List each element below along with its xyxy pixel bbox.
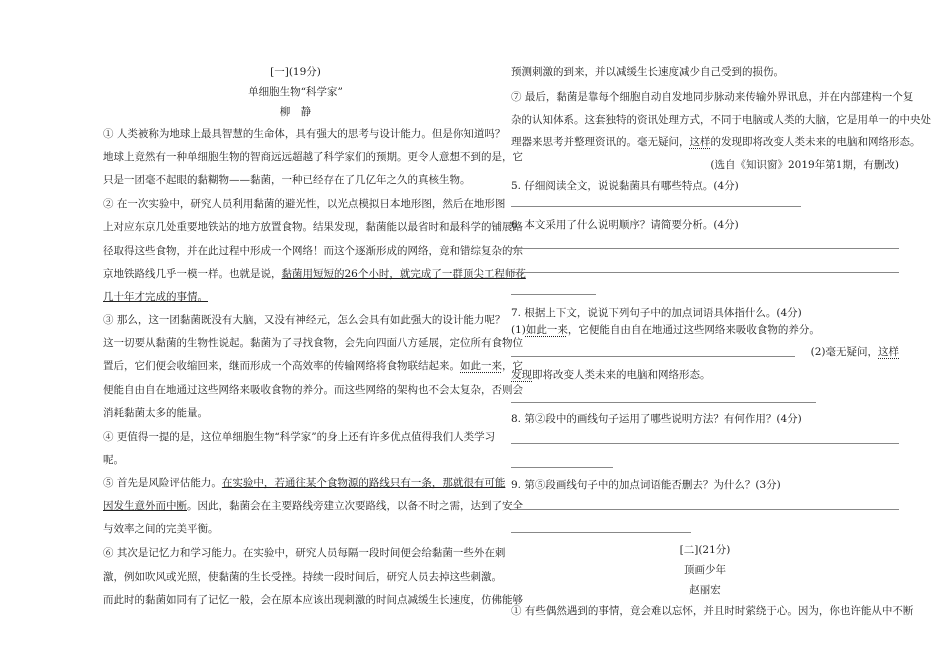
text-segment: ⑤ 首先是风险评估能力。 — [103, 477, 222, 489]
paragraph-3-line: 便能自由自在地通过这些网络来吸收食物的养分。而这些网络的架构也不会太复杂，否则会 — [103, 384, 523, 396]
paragraph-2-line — [103, 268, 526, 281]
question-7: 7. 根据上下文，说说下列句子中的加点词语具体指什么。(4分) — [511, 307, 802, 319]
text-segment: (1) — [511, 324, 526, 336]
paragraph-3-line: ③ 那么，这一团黏菌既没有大脑，又没有神经元，怎么会具有如此强大的设计能力呢？ — [103, 314, 506, 326]
answer-line[interactable] — [511, 443, 899, 444]
text-segment: 即将改变人类未来的电脑和网络形态。 — [532, 369, 711, 381]
author-2: 赵丽宏 — [689, 584, 721, 596]
paragraph-1-line: ① 人类被称为地球上最具智慧的生命体，具有强大的思考与设计能力。但是你知道吗？ — [103, 128, 506, 140]
answer-line[interactable] — [511, 248, 899, 249]
dotted-words: 这样 — [878, 346, 899, 358]
text-segment: 。因此，黏菌会在主要路线旁建立次要路线，以备不时之需，达到了安全 — [187, 500, 523, 512]
answer-line[interactable] — [511, 509, 899, 510]
paragraph-2-line: 径取得这些食物，并在此过程中形成一个网络！而这个逐渐形成的网络，竟和错综复杂的东 — [103, 245, 523, 257]
answer-line[interactable] — [511, 532, 691, 533]
paragraph-4-line: 呢。 — [103, 454, 124, 466]
paragraph-7-line: ⑦ 最后，黏菌是靠每个细胞自动自发地同步脉动来传输外界讯息，并在内部建构一个复 — [511, 91, 914, 103]
underlined-sentence: 黏菌用短短的26个小时，就完成了一群顶尖工程师花 — [281, 268, 526, 280]
text-segment: ，它便能自由自在地通过这些网络来吸收食物的养分。 — [567, 324, 820, 336]
question-6: 6. 本文采用了什么说明顺序？请简要分析。(4分) — [511, 219, 739, 231]
paragraph-6-line: 而此时的黏菌如同有了记忆一般，会在原本应该出现刺激的时间点减缓生长速度，仿佛能够 — [103, 594, 523, 606]
text-segment: ，它 — [502, 360, 523, 372]
paragraph-3-line: 这一切要从黏菌的生物性说起。黏菌为了寻找食物，会先向四面八方延展，定位所有食物位 — [103, 337, 523, 349]
question-5: 5. 仔细阅读全文，说说黏菌具有哪些特点。(4分) — [511, 180, 739, 192]
dotted-words: 如此一来 — [460, 360, 502, 372]
section-label: [一](19分) — [270, 66, 321, 78]
paragraph-7-line — [511, 136, 921, 149]
author: 柳 静 — [279, 106, 312, 118]
question-7-item-2 — [811, 346, 899, 359]
article-2-paragraph-1: ① 有些偶然遇到的事情，竟会难以忘怀，并且时时萦绕于心。因为，你也许能从中不断 — [511, 605, 914, 617]
text-segment: (2)毫无疑问， — [810, 346, 878, 358]
paragraph-3-line — [103, 360, 523, 373]
question-7-item-1 — [511, 324, 820, 337]
dotted-words: 如此一来 — [525, 324, 568, 336]
dotted-words: 发现 — [511, 369, 532, 381]
text-segment: 京地铁路线几乎一模一样。也就是说， — [103, 268, 282, 280]
underlined-sentence: 在实验中，若通往某个食物源的路线只有一条，那就很有可能 — [221, 477, 506, 489]
source-citation: (选自《知识窗》2019年第1期，有删改) — [710, 159, 899, 171]
paragraph-2-line: 上对应东京几处重要地铁站的地方放置食物。结果发现，黏菌能以最省时和最科学的铺展路 — [103, 221, 523, 233]
paragraph-6-line: ⑥ 其次是记忆力和学习能力。在实验中，研究人员每隔一段时间便会给黏菌一些外在刺 — [103, 547, 506, 559]
paragraph-5-line: 与效率之间的完美平衡。 — [103, 523, 219, 535]
answer-line[interactable] — [511, 206, 801, 207]
article-title: 单细胞生物“科学家” — [248, 86, 343, 98]
paragraph-1-line: 地球上竟然有一种单细胞生物的智商远远超越了科学家们的预期。更令人意想不到的是，它 — [103, 151, 523, 163]
article-2-title: 顶画少年 — [684, 564, 726, 576]
dotted-words: 这样 — [689, 136, 711, 148]
section-2-label: [二](21分) — [679, 544, 731, 556]
question-7-item-2-continued — [511, 369, 711, 382]
paragraph-2-line: ② 在一次实验中，研究人员利用黏菌的避光性，以光点模拟日本地形图，然后在地形图 — [103, 198, 506, 210]
paragraph-3-line: 消耗黏菌太多的能量。 — [103, 407, 208, 419]
underlined-sentence: 几十年才完成的事情。 — [103, 291, 208, 303]
text-segment: 置后，它们便会收缩回来，继而形成一个高效率的传输网络将食物联结起来。 — [103, 360, 460, 372]
question-8: 8. 第②段中的画线句子运用了哪些说明方法？有何作用？(4分) — [511, 413, 802, 425]
paragraph-5-line — [103, 500, 523, 513]
paragraph-4-line: ④ 更值得一提的是，这位单细胞生物“科学家”的身上还有许多优点值得我们人类学习 — [103, 431, 496, 443]
text-segment: 的发现即将改变人类未来的电脑和网络形态。 — [710, 136, 921, 148]
answer-line[interactable] — [511, 272, 899, 273]
paragraph-6-line: 激，例如吹风或光照，使黏菌的生长受挫。持续一段时间后，研究人员去掉这些刺激。 — [103, 571, 502, 583]
text-segment: 理器来思考并整理资讯的。毫无疑问， — [511, 136, 690, 148]
answer-line[interactable] — [511, 467, 613, 468]
underlined-sentence: 因发生意外而中断 — [103, 500, 187, 512]
paragraph-7-line: 杂的认知体系。这套独特的资讯处理方式，不同于电脑或人类的大脑，它是用单一的中央处 — [511, 114, 931, 126]
paragraph-2-line — [103, 291, 208, 304]
paragraph-1-line: 只是一团毫不起眼的黏糊物——黏菌，一种已经存在了几亿年之久的真核生物。 — [103, 174, 471, 186]
paragraph-6-continued: 预测刺激的到来，并以减缓生长速度减少自己受到的损伤。 — [511, 66, 784, 78]
paragraph-5-line — [103, 477, 505, 490]
answer-line[interactable] — [511, 294, 596, 295]
question-9: 9. 第⑤段画线句子中的加点词语能否删去？为什么？(3分) — [511, 479, 781, 491]
answer-line[interactable] — [511, 356, 795, 357]
answer-line[interactable] — [511, 402, 816, 403]
